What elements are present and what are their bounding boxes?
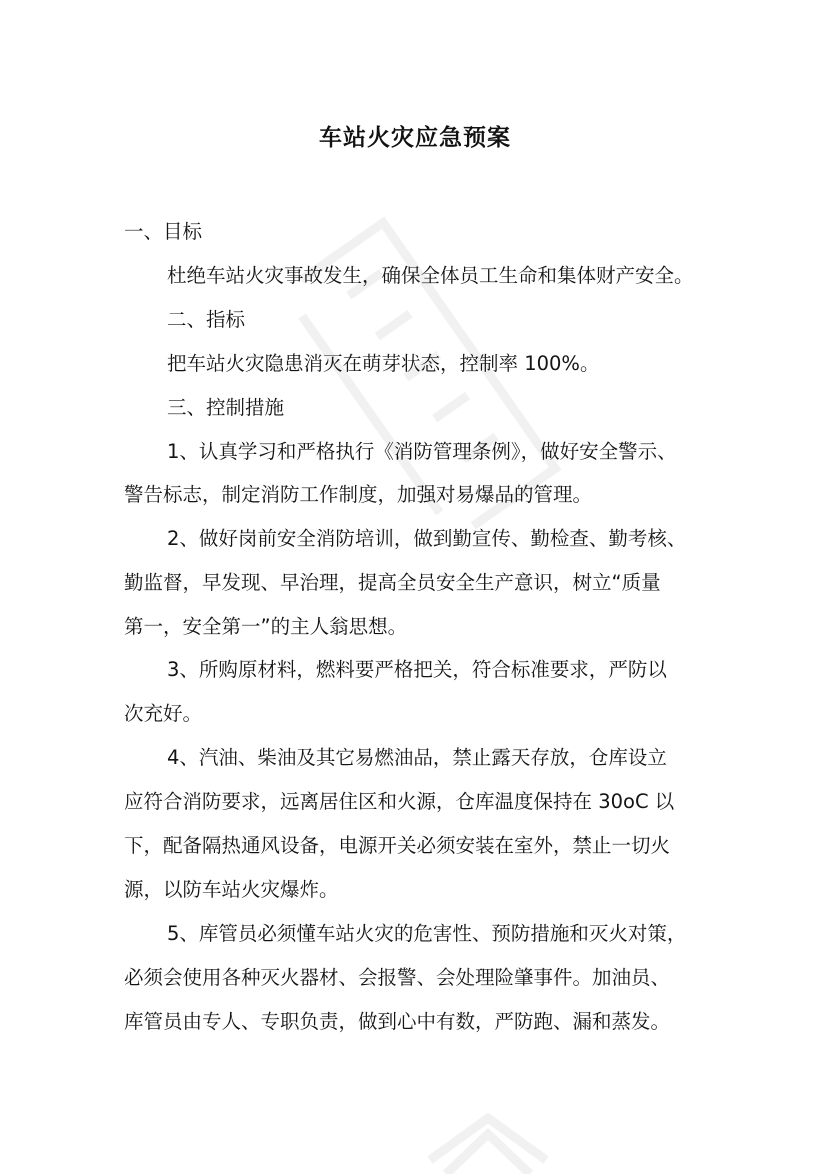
paragraph-line: 1、认真学习和严格执行《消防管理条例》，做好安全警示、 — [167, 440, 677, 463]
paragraph-line: 必须会使用各种灭火器材、会报警、会处理险肇事件。加油员、 — [124, 966, 671, 989]
paragraph-line: 3、所购原材料，燃料要严格把关，符合标准要求，严防以 — [167, 658, 667, 681]
paragraph-line: 杜绝车站火灾事故发生，确保全体员工生命和集体财产安全。 — [167, 264, 694, 287]
paragraph-line: 次充好。 — [124, 702, 203, 725]
paragraph-line: 4、汽油、柴油及其它易燃油品，禁止露天存放，仓库设立 — [167, 746, 667, 769]
paragraph-line: 把车站火灾隐患消灭在萌芽状态，控制率 100%。 — [167, 352, 600, 375]
paragraph-line: 源，以防车站火灾爆炸。 — [124, 878, 339, 901]
section-heading-measures: 三、控制措施 — [167, 396, 285, 419]
paragraph-line: 应符合消防要求，远离居住区和火源，仓库温度保持在 30oC 以 — [124, 790, 675, 813]
paragraph-line: 警告标志，制定消防工作制度，加强对易爆品的管理。 — [124, 483, 593, 506]
paragraph-line: 库管员由专人、专职负责，做到心中有数，严防跑、漏和蒸发。 — [124, 1010, 671, 1033]
paragraph-line: 勤监督，早发现、早治理，提高全员安全生产意识，树立“质量 — [124, 571, 661, 594]
paragraph-line: 第一，安全第一”的主人翁思想。 — [124, 615, 408, 638]
section-heading-goal: 一、目标 — [124, 220, 203, 243]
paragraph-line: 5、库管员必须懂车站火灾的危害性、预防措施和灭火对策， — [167, 922, 687, 945]
paragraph-line: 2、做好岗前安全消防培训，做到勤宣传、勤检查、勤考核、 — [167, 527, 687, 550]
paragraph-line: 下，配备隔热通风设备，电源开关必须安装在室外，禁止一切火 — [124, 834, 671, 857]
document-title: 车站火灾应急预案 — [319, 125, 511, 151]
section-heading-indicator: 二、指标 — [167, 308, 246, 331]
